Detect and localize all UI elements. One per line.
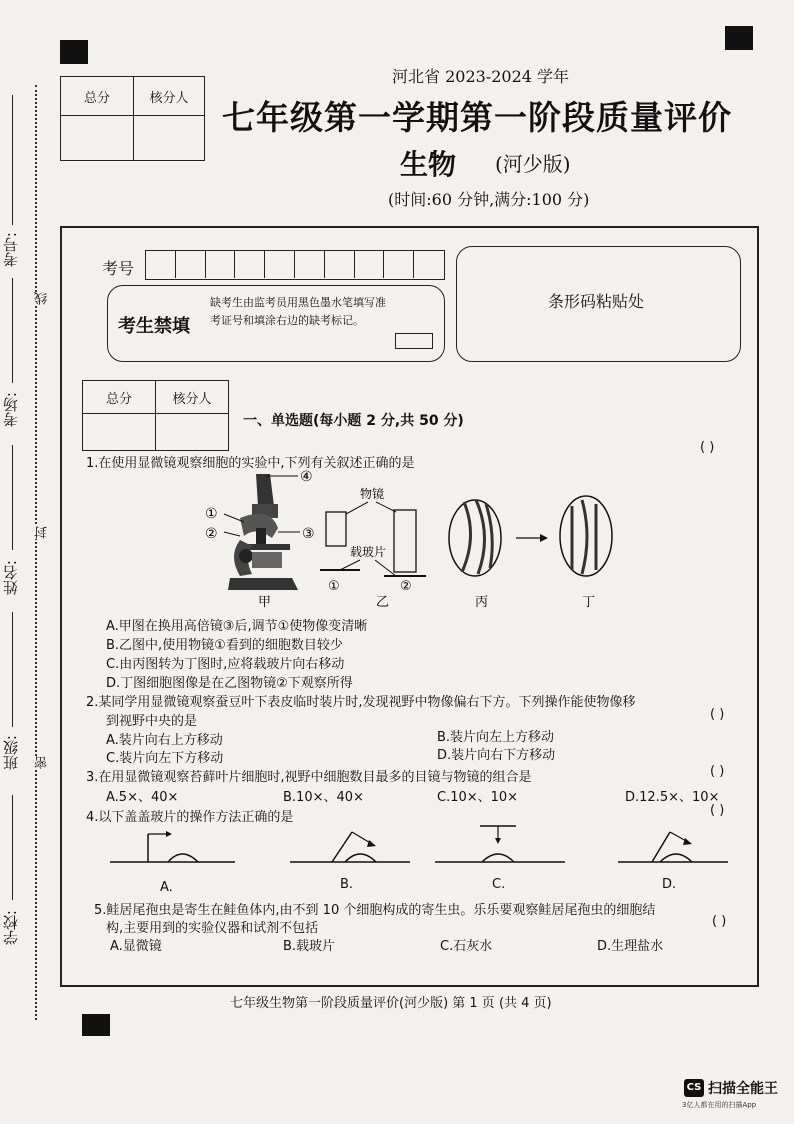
score-checker-header: 核分人	[134, 77, 205, 116]
exam-no-digit[interactable]	[295, 251, 325, 278]
section-score-checker-cell[interactable]	[156, 414, 229, 451]
page-footer: 七年级生物第一阶段质量评价(河少版) 第 1 页 (共 4 页)	[230, 996, 552, 1011]
time-info: (时间:60 分钟,满分:100 分)	[388, 190, 590, 209]
section-score-total-cell[interactable]	[83, 414, 156, 451]
exam-no-digit[interactable]	[235, 251, 265, 278]
question-3-answer[interactable]: ( )	[710, 764, 725, 779]
score-checker-cell[interactable]	[134, 116, 205, 161]
exam-no-digit[interactable]	[355, 251, 385, 278]
side-exam-room-line	[12, 278, 13, 383]
exam-no-digit[interactable]	[414, 251, 444, 278]
side-school-line	[12, 795, 13, 900]
registration-mark-top-right	[725, 26, 753, 50]
question-5-option-a: A.显微镜	[110, 939, 162, 954]
side-exam-no-label: 考号:	[2, 232, 20, 268]
question-5-stem-cont: 构,主要用到的实验仪器和试剂不包括	[106, 921, 319, 936]
province-year: 河北省 2023-2024 学年	[392, 67, 570, 86]
score-table-section	[82, 380, 229, 451]
side-class-label: 班级:	[2, 735, 20, 771]
watermark-name: 扫描全能王	[708, 1081, 778, 1097]
exam-no-digit[interactable]	[176, 251, 206, 278]
question-1-stem: 1.在使用显微镜观察细胞的实验中,下列有关叙述正确的是	[86, 456, 415, 471]
exam-no-digit[interactable]	[384, 251, 414, 278]
cs-logo-icon: CS	[684, 1079, 704, 1097]
binding-mark-xian: 线	[35, 292, 50, 305]
exam-no-digit[interactable]	[325, 251, 355, 278]
scanner-watermark	[684, 1078, 778, 1098]
question-2-option-a: A.装片向右上方移动	[106, 733, 223, 748]
exam-no-label: 考号	[102, 259, 135, 278]
question-4-option-d: D.	[662, 877, 677, 892]
fig1-objective-2: ②	[400, 579, 412, 594]
score-table-top	[60, 76, 205, 161]
question-2-option-d: D.装片向右下方移动	[437, 748, 556, 763]
q4-figure-b	[290, 832, 410, 862]
question-4-option-b: B.	[340, 877, 354, 892]
exam-no-digit[interactable]	[206, 251, 236, 278]
exam-no-grid[interactable]	[145, 250, 445, 280]
q4-figure-a	[110, 831, 235, 862]
fig1-caption-yi: 乙	[376, 595, 390, 610]
registration-mark-top-left	[60, 40, 88, 64]
fig1-label-2: ②	[205, 526, 218, 542]
question-5-answer[interactable]: ( )	[712, 914, 727, 929]
watermark-subtitle: 3亿人都在用的扫描App	[682, 1101, 757, 1109]
score-total-header: 总分	[61, 77, 134, 116]
registration-mark-bottom-left	[82, 1014, 110, 1036]
fig1-objective-1: ①	[328, 579, 340, 594]
question-3-option-d: D.12.5×、10×	[625, 790, 720, 805]
fig1-label-3: ③	[302, 526, 315, 542]
question-1-option-b: B.乙图中,使用物镜①看到的细胞数目较少	[106, 638, 343, 653]
question-3-stem: 3.在用显微镜观察苔藓叶片细胞时,视野中细胞数目最多的目镜与物镜的组合是	[86, 770, 532, 785]
exam-no-digit[interactable]	[146, 251, 176, 278]
q4-figure-d	[618, 832, 728, 862]
binding-dotted-line	[35, 85, 37, 1020]
fig1-label-4: ④	[300, 469, 313, 485]
exam-no-digit[interactable]	[265, 251, 295, 278]
question-2-stem-cont: 到视野中央的是	[106, 714, 198, 729]
question-2-stem: 2.某同学用显微镜观察蚕豆叶下表皮临时装片时,发现视野中物像偏右下方。下列操作能使物像移	[86, 695, 636, 710]
fig1-caption-ding: 丁	[582, 595, 596, 610]
binding-mark-mi: 密	[35, 756, 50, 769]
side-name-label: 姓名:	[2, 560, 20, 596]
question-5-stem: 5.鲑居尾孢虫是寄生在鲑鱼体内,由不到 10 个细胞构成的寄生虫。乐乐要观察鲑居尾孢虫的细胞结	[94, 903, 656, 918]
fig1-label-1: ①	[205, 506, 218, 522]
question-1-option-c: C.由丙图转为丁图时,应将载玻片向右移动	[106, 657, 345, 672]
q4-figure-c	[435, 826, 565, 862]
forbidden-title: 考生禁填	[118, 316, 190, 337]
side-class-line	[12, 612, 13, 727]
fig1-caption-jia: 甲	[258, 595, 272, 610]
side-name-line	[12, 445, 13, 550]
question-4-figures	[110, 820, 730, 870]
question-5-option-c: C.石灰水	[440, 939, 493, 954]
question-3-option-c: C.10×、10×	[437, 790, 519, 805]
score-total-cell[interactable]	[61, 116, 134, 161]
question-3-option-a: A.5×、40×	[106, 790, 179, 805]
question-4-option-c: C.	[492, 877, 506, 892]
question-4-stem: 4.以下盖盖玻片的操作方法正确的是	[86, 810, 294, 825]
question-1-answer[interactable]: ( )	[700, 440, 715, 455]
barcode-label: 条形码粘贴处	[548, 292, 645, 311]
question-5-option-b: B.载玻片	[283, 939, 336, 954]
question-1-figure	[200, 466, 620, 616]
question-1-option-d: D.丁图细胞图像是在乙图物镜②下观察所得	[106, 676, 353, 691]
side-exam-room-label: 考场:	[2, 392, 20, 428]
side-exam-no-line	[12, 95, 13, 225]
question-2-option-b: B.装片向左上方移动	[437, 730, 555, 745]
question-5-option-d: D.生理盐水	[597, 939, 664, 954]
side-school-label: 学校:	[2, 910, 20, 946]
binding-mark-feng: 封	[35, 526, 50, 539]
fig1-caption-bing: 丙	[475, 595, 489, 610]
forbidden-text: 缺考生由监考员用黑色墨水笔填写准考证号和填涂右边的缺考标记。	[210, 296, 386, 327]
question-1-option-a: A.甲图在换用高倍镜③后,调节①使物像变清晰	[106, 619, 368, 634]
fig1-objective-label: 物镜	[360, 487, 385, 501]
question-4-option-a: A.	[160, 880, 173, 895]
section-score-total-header: 总分	[83, 381, 156, 414]
page-title: 七年级第一学期第一阶段质量评价	[222, 98, 732, 137]
section-heading: 一、单选题(每小题 2 分,共 50 分)	[243, 413, 464, 429]
section-score-checker-header: 核分人	[156, 381, 229, 414]
question-2-option-c: C.装片向左下方移动	[106, 751, 224, 766]
question-4-answer[interactable]: ( )	[710, 803, 725, 818]
microscope-drawing	[224, 474, 300, 590]
fig1-slide-label: 载玻片	[350, 545, 387, 559]
edition-label: (河少版)	[495, 152, 571, 176]
subject-title: 生物	[400, 148, 457, 181]
absent-mark-box[interactable]	[395, 333, 433, 349]
question-2-answer[interactable]: ( )	[710, 707, 725, 722]
question-3-option-b: B.10×、40×	[283, 790, 364, 805]
